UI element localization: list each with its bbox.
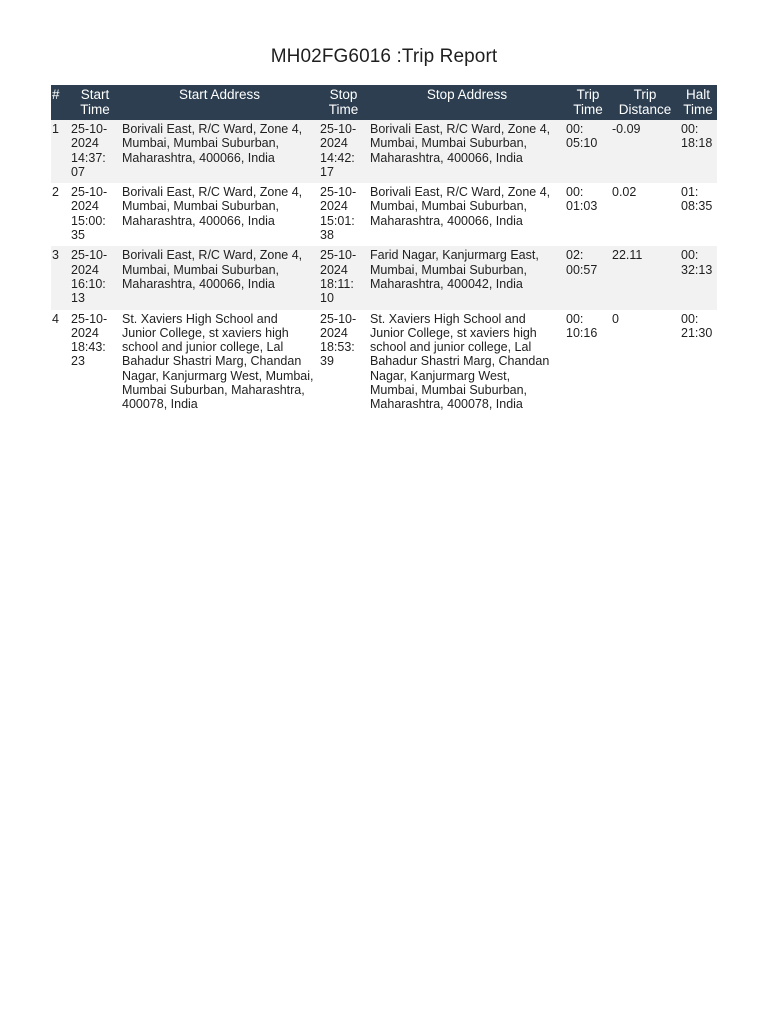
cell-stop-time-part: 25-10- (320, 185, 357, 200)
cell-start-time-part: 25-10- (71, 248, 108, 263)
cell-start-time-part: 15:00: (71, 213, 106, 228)
cell-trip-time-part: 00: (566, 311, 584, 326)
cell-stop-time (318, 310, 369, 416)
cell-stop-time-part: 38 (320, 228, 334, 243)
cell-start-time-part: 25-10- (71, 185, 108, 200)
cell-halt-time (679, 246, 717, 309)
cell-trip-distance: 0 (611, 310, 679, 416)
header-halt-time-line-1: Halt (685, 87, 710, 102)
header-trip-distance (611, 85, 679, 120)
cell-trip-time-part: 00: (566, 122, 584, 136)
header-start-address: Start Address (121, 85, 318, 120)
cell-halt-time-part: 18:18 (681, 136, 713, 151)
cell-start-time-part: 18:43: (71, 340, 106, 355)
header-stop-address: Stop Address (369, 85, 565, 120)
cell-stop-time-part: 25-10- (320, 122, 357, 136)
cell-start-time-part: 07 (71, 164, 85, 179)
cell-trip-time (565, 246, 611, 309)
header-trip-distance-line-2: Distance (618, 102, 672, 117)
cell-num: 4 (51, 310, 69, 416)
cell-trip-distance: 0.02 (611, 183, 679, 246)
cell-halt-time-part: 08:35 (681, 199, 713, 214)
cell-stop-time-part: 2024 (320, 136, 348, 151)
cell-trip-time-part: 05:10 (566, 136, 598, 151)
cell-start-time-part: 2024 (71, 199, 99, 214)
header-start-time-line-1: Start (80, 87, 110, 102)
cell-stop-time-part: 25-10- (320, 311, 357, 326)
cell-halt-time-part: 00: (681, 248, 699, 263)
table-row (51, 310, 717, 416)
trip-report-table (51, 85, 717, 416)
report-title: MH02FG6016 :Trip Report (270, 46, 498, 67)
cell-halt-time-part: 00: (681, 122, 699, 136)
cell-start-time-part: 2024 (71, 136, 99, 151)
cell-trip-time (565, 120, 611, 183)
cell-trip-time-part: 02: (566, 248, 584, 263)
header-halt-time-line-2: Time (683, 102, 713, 117)
cell-start-time-part: 2024 (71, 325, 99, 340)
cell-stop-time (318, 246, 369, 309)
cell-trip-time-part: 00:57 (566, 262, 598, 277)
header-row (51, 85, 717, 120)
cell-num: 3 (51, 246, 69, 309)
cell-stop-time-part: 2024 (320, 199, 348, 214)
cell-stop-time-part: 15:01: (320, 213, 355, 228)
cell-trip-time-part: 00: (566, 185, 584, 200)
cell-stop-time-part: 2024 (320, 325, 348, 340)
cell-start-time-part: 2024 (71, 262, 99, 277)
cell-stop-address: Borivali East, R/C Ward, Zone 4, Mumbai, Mumbai Suburban, Maharashtra, 400066, India (369, 183, 565, 246)
cell-halt-time-part: 32:13 (681, 262, 713, 277)
cell-start-address: Borivali East, R/C Ward, Zone 4, Mumbai, Mumbai Suburban, Maharashtra, 400066, India (121, 120, 318, 183)
cell-stop-time-part: 18:53: (320, 340, 355, 355)
cell-start-time (69, 183, 121, 246)
cell-trip-time-part: 10:16 (566, 325, 598, 340)
cell-trip-distance: -0.09 (611, 120, 679, 183)
cell-start-time (69, 246, 121, 309)
cell-trip-time (565, 310, 611, 416)
cell-start-time (69, 120, 121, 183)
header-stop-time-line-2: Time (328, 102, 359, 117)
header-stop-time-line-1: Stop (329, 87, 358, 102)
cell-stop-address: Farid Nagar, Kanjurmarg East, Mumbai, Mumbai Suburban, Maharashtra, 400042, India (369, 246, 565, 309)
table-row (51, 120, 717, 183)
cell-start-time-part: 14:37: (71, 150, 106, 165)
cell-stop-time-part: 25-10- (320, 248, 357, 263)
cell-start-time-part: 16:10: (71, 276, 106, 291)
cell-start-time-part: 25-10- (71, 311, 108, 326)
cell-start-time-part: 13 (71, 291, 85, 306)
cell-halt-time (679, 310, 717, 416)
cell-stop-time (318, 183, 369, 246)
header-start-time (69, 85, 121, 120)
cell-trip-time (565, 183, 611, 246)
cell-stop-time-part: 2024 (320, 262, 348, 277)
cell-trip-time-part: 01:03 (566, 199, 598, 214)
cell-stop-time (318, 120, 369, 183)
header-start-time-line-2: Time (80, 102, 110, 117)
table-header (51, 85, 717, 120)
header-trip-time (565, 85, 611, 120)
cell-num: 2 (51, 183, 69, 246)
cell-stop-time-part: 39 (320, 354, 334, 369)
cell-stop-time-part: 10 (320, 291, 334, 306)
header-num: # (51, 85, 69, 120)
cell-start-time-part: 23 (71, 354, 85, 369)
cell-num: 1 (51, 120, 69, 183)
cell-trip-distance: 22.11 (611, 246, 679, 309)
table-body (51, 120, 717, 416)
cell-start-address: St. Xaviers High School and Junior College, st xaviers high school and junior college, Lal Bahadur Shastri Marg, Chandan Nagar, Kanjurmarg West, Mumbai, Mumbai Suburban, Maharashtra, 400078, India (121, 310, 318, 416)
cell-stop-time-part: 17 (320, 164, 334, 179)
cell-halt-time-part: 21:30 (681, 325, 713, 340)
cell-start-address: Borivali East, R/C Ward, Zone 4, Mumbai, Mumbai Suburban, Maharashtra, 400066, India (121, 246, 318, 309)
cell-halt-time-part: 00: (681, 311, 699, 326)
header-stop-time (318, 85, 369, 120)
cell-halt-time (679, 120, 717, 183)
header-trip-distance-line-1: Trip (633, 87, 657, 102)
header-trip-time-line-1: Trip (576, 87, 600, 102)
header-trip-time-line-2: Time (573, 102, 603, 117)
table-row (51, 183, 717, 246)
cell-stop-time-part: 18:11: (320, 276, 354, 291)
cell-stop-address: St. Xaviers High School and Junior College, st xaviers high school and junior college, Lal Bahadur Shastri Marg, Chandan Nagar, Kanjurmarg West, Mumbai, Mumbai Suburban, Maharashtra, 400078, India (369, 310, 565, 416)
cell-start-time-part: 35 (71, 228, 85, 243)
cell-stop-time-part: 14:42: (320, 150, 355, 165)
header-halt-time (679, 85, 717, 120)
cell-start-time (69, 310, 121, 416)
cell-halt-time-part: 01: (681, 185, 699, 200)
cell-halt-time (679, 183, 717, 246)
cell-start-address: Borivali East, R/C Ward, Zone 4, Mumbai, Mumbai Suburban, Maharashtra, 400066, India (121, 183, 318, 246)
cell-start-time-part: 25-10- (71, 122, 108, 136)
table-row (51, 246, 717, 309)
cell-stop-address: Borivali East, R/C Ward, Zone 4, Mumbai, Mumbai Suburban, Maharashtra, 400066, India (369, 120, 565, 183)
